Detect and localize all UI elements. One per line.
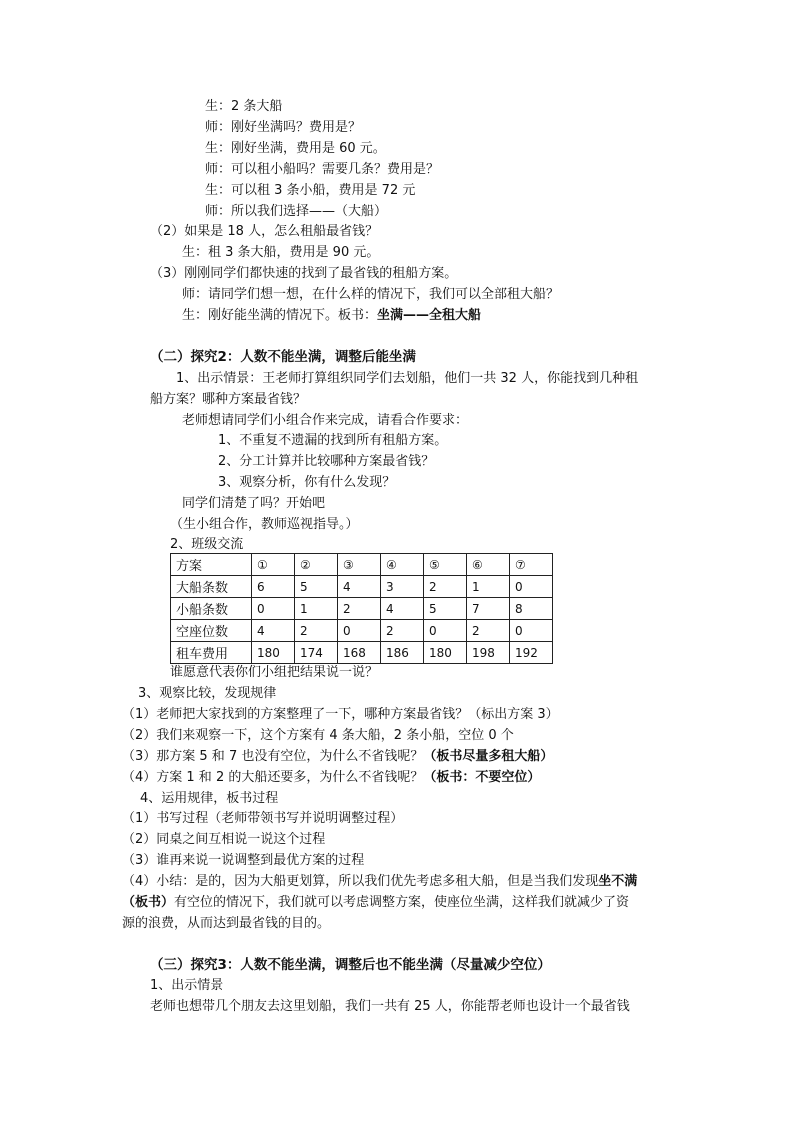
process-step: （3）谁再来说一说调整到最优方案的过程 bbox=[122, 853, 365, 868]
s3-text: 老师也想带几个朋友去这里划船，我们一共有 25 人，你能帮老师也设计一个最省钱 bbox=[150, 999, 630, 1014]
requirement: 1、不重复不遗漏的找到所有租船方案。 bbox=[218, 433, 448, 448]
requirement: 3、观察分析，你有什么发现？ bbox=[218, 475, 396, 490]
question-2: （2）如果是 18 人，怎么租船最省钱？ bbox=[150, 224, 379, 239]
table-cell: 186 bbox=[381, 642, 424, 664]
observation bbox=[122, 748, 553, 766]
s2-item1-line1: 1、出示情景：王老师打算组织同学们去划船，他们一共 32 人，你能找到几种租 bbox=[176, 371, 639, 386]
table-cell: 8 bbox=[510, 598, 553, 620]
observation bbox=[122, 769, 540, 787]
s2-item1-line2: 船方案？哪种方案最省钱？ bbox=[150, 392, 307, 407]
table-cell: 174 bbox=[295, 642, 338, 664]
dialog-line: 生：可以租 3 条小船，费用是 72 元 bbox=[205, 183, 416, 198]
observation-text: （4）方案 1 和 2 的大船还要多，为什么不省钱呢？ bbox=[122, 770, 424, 785]
table-cell: 198 bbox=[467, 642, 510, 664]
table-cell: 4 bbox=[338, 576, 381, 598]
board-note: （板书尽量多租大船） bbox=[423, 749, 554, 764]
table-cell: 2 bbox=[424, 576, 467, 598]
table-cell: 0 bbox=[510, 620, 553, 642]
s3-item1: 1、出示情景 bbox=[150, 978, 224, 993]
table-row bbox=[171, 554, 553, 576]
table-cell: 6 bbox=[252, 576, 295, 598]
table-cell: 2 bbox=[338, 598, 381, 620]
table-cell: ④ bbox=[381, 554, 424, 576]
table-cell: 小船条数 bbox=[171, 598, 252, 620]
process-step: （1）书写过程（老师带领书写并说明调整过程） bbox=[122, 811, 404, 826]
table-cell: 7 bbox=[467, 598, 510, 620]
s2-item3: 3、观察比较，发现规律 bbox=[138, 686, 277, 701]
question-3-teacher: 师：请同学们想一想，在什么样的情况下，我们可以全部租大船？ bbox=[182, 287, 560, 302]
table-cell: 2 bbox=[295, 620, 338, 642]
table-cell: 1 bbox=[295, 598, 338, 620]
process-step: （2）同桌之间互相说一说这个过程 bbox=[122, 832, 326, 847]
table-cell: 2 bbox=[467, 620, 510, 642]
table-cell: 0 bbox=[338, 620, 381, 642]
table-cell: 租车费用 bbox=[171, 642, 252, 664]
summary-line bbox=[122, 894, 629, 912]
s2-start: 同学们清楚了吗？开始吧 bbox=[182, 496, 326, 511]
table-cell: 168 bbox=[338, 642, 381, 664]
student-text: 生：刚好能坐满的情况下。板书： bbox=[182, 308, 378, 323]
table-cell: 3 bbox=[381, 576, 424, 598]
board-note: 坐不满 bbox=[598, 874, 638, 889]
table-cell: 2 bbox=[381, 620, 424, 642]
requirement: 2、分工计算并比较哪种方案最省钱？ bbox=[218, 454, 435, 469]
table-row bbox=[171, 598, 553, 620]
board-note: 坐满——全租大船 bbox=[377, 308, 482, 323]
table-cell: 180 bbox=[252, 642, 295, 664]
table-cell: ⑤ bbox=[424, 554, 467, 576]
dialog-line: 生：2 条大船 bbox=[205, 99, 283, 114]
table-cell: 0 bbox=[252, 598, 295, 620]
s2-after-table: 谁愿意代表你们小组把结果说一说？ bbox=[170, 665, 379, 680]
summary-line bbox=[122, 873, 637, 891]
board-note: （板书：不要空位） bbox=[423, 770, 541, 785]
summary-text: 有空位的情况下，我们就可以考虑调整方案，使座位坐满，这样我们就减少了资 bbox=[174, 895, 630, 910]
s2-item4: 4、运用规律，板书过程 bbox=[140, 791, 279, 806]
section-2-title: （二）探究2：人数不能坐满，调整后能坐满 bbox=[150, 349, 416, 365]
summary-text: （4）小结：是的，因为大船更划算，所以我们优先考虑多租大船，但是当我们发现 bbox=[122, 874, 599, 889]
table-cell: ② bbox=[295, 554, 338, 576]
table-cell: 4 bbox=[381, 598, 424, 620]
table-cell: 1 bbox=[467, 576, 510, 598]
table-cell: 180 bbox=[424, 642, 467, 664]
dialog-line: 生：刚好坐满，费用是 60 元。 bbox=[205, 141, 386, 156]
table-cell: 5 bbox=[295, 576, 338, 598]
plan-table bbox=[170, 553, 553, 664]
table-cell: 5 bbox=[424, 598, 467, 620]
observation-text: （3）那方案 5 和 7 也没有空位，为什么不省钱呢？ bbox=[122, 749, 424, 764]
table-cell: 大船条数 bbox=[171, 576, 252, 598]
table-row bbox=[171, 620, 553, 642]
table-cell: ③ bbox=[338, 554, 381, 576]
section-3-title: （三）探究3：人数不能坐满，调整后也不能坐满（尽量减少空位） bbox=[150, 957, 551, 973]
table-row bbox=[171, 576, 553, 598]
observation: （2）我们来观察一下，这个方案有 4 条大船，2 条小船，空位 0 个 bbox=[122, 728, 514, 743]
question-2-answer: 生：租 3 条大船，费用是 90 元。 bbox=[182, 245, 380, 260]
question-3-student bbox=[182, 307, 481, 325]
s2-item2: 2、班级交流 bbox=[170, 537, 244, 552]
table-cell: 方案 bbox=[171, 554, 252, 576]
table-cell: 空座位数 bbox=[171, 620, 252, 642]
table-cell: 4 bbox=[252, 620, 295, 642]
table-cell: 192 bbox=[510, 642, 553, 664]
table-cell: ⑥ bbox=[467, 554, 510, 576]
dialog-line: 师：刚好坐满吗？费用是？ bbox=[205, 120, 362, 135]
observation: （1）老师把大家找到的方案整理了一下，哪种方案最省钱？（标出方案 3） bbox=[122, 707, 559, 722]
question-3: （3）刚刚同学们都快速的找到了最省钱的租船方案。 bbox=[150, 266, 458, 281]
board-note: （板书） bbox=[122, 895, 175, 910]
s2-intro: 老师想请同学们小组合作来完成，请看合作要求： bbox=[182, 413, 469, 428]
dialog-line: 师：所以我们选择——（大船） bbox=[205, 204, 388, 219]
s2-note: （生小组合作，教师巡视指导。） bbox=[170, 517, 359, 532]
table-cell: ⑦ bbox=[510, 554, 553, 576]
table-cell: 0 bbox=[424, 620, 467, 642]
table-cell: 0 bbox=[510, 576, 553, 598]
summary-line: 源的浪费，从而达到最省钱的目的。 bbox=[122, 916, 331, 931]
dialog-line: 师：可以租小船吗？需要几条？费用是？ bbox=[205, 162, 440, 177]
table-cell: ① bbox=[252, 554, 295, 576]
table-row bbox=[171, 642, 553, 664]
